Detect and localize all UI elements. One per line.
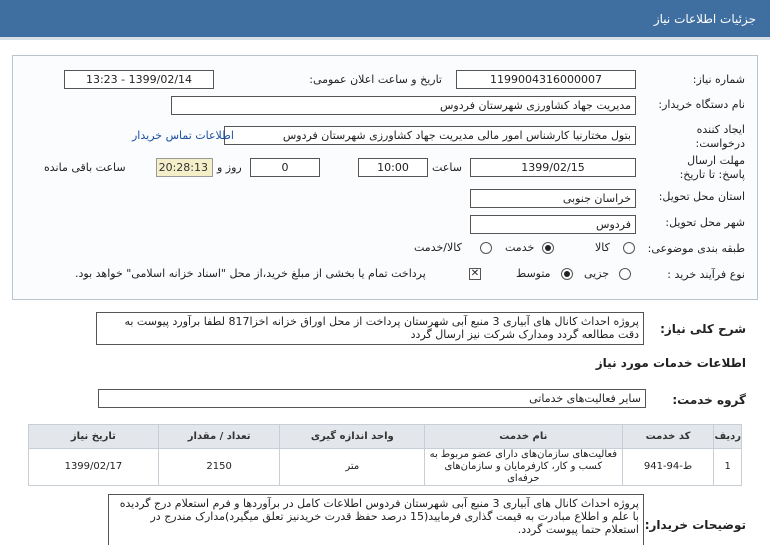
col-unit: واحد اندازه گیری: [280, 425, 425, 449]
services-section-title: اطلاعات خدمات مورد نیاز: [595, 356, 746, 370]
table-row: [29, 449, 742, 486]
buyer-field: مدیریت جهاد کشاورزی شهرستان فردوس: [171, 96, 636, 115]
announce-label: تاریخ و ساعت اعلان عمومی:: [309, 73, 442, 86]
process-minor-radio[interactable]: [619, 268, 631, 280]
category-goods-label: کالا: [595, 241, 610, 254]
col-date: تاریخ نیاز: [29, 425, 159, 449]
deadline-time-label: ساعت: [432, 161, 462, 174]
cell-date: 1399/02/17: [29, 449, 159, 486]
deadline-label: مهلت ارسال پاسخ: تا تاریخ:: [679, 154, 745, 181]
col-name: نام خدمت: [425, 425, 623, 449]
page-title: جزئیات اطلاعات نیاز: [653, 12, 756, 26]
city-label: شهر محل تحویل:: [665, 216, 745, 229]
announce-field: 1399/02/14 - 13:23: [64, 70, 214, 89]
creator-label: ایجاد کننده درخواست:: [695, 123, 745, 150]
cell-code: ط-94-941: [622, 449, 714, 486]
col-code: کد خدمت: [622, 425, 714, 449]
cell-qty: 2150: [158, 449, 280, 486]
category-service-label: خدمت: [505, 241, 535, 254]
days-label: روز و: [217, 161, 242, 174]
table-header-row: [29, 425, 742, 449]
province-label: استان محل تحویل:: [658, 190, 745, 203]
days-field: 0: [250, 158, 320, 177]
service-group-field: سایر فعالیت‌های خدماتی: [98, 389, 646, 408]
category-both-label: کالا/خدمت: [414, 241, 462, 254]
buyer-label: نام دستگاه خریدار:: [658, 98, 745, 111]
process-medium-radio[interactable]: [561, 268, 573, 280]
remaining-label: ساعت باقی مانده: [44, 161, 126, 174]
process-medium-label: متوسط: [516, 267, 551, 280]
deadline-date-field: 1399/02/15: [470, 158, 636, 177]
need-number-label: شماره نیاز:: [692, 73, 745, 86]
process-minor-label: جزیی: [584, 267, 610, 280]
category-both-radio[interactable]: [480, 242, 492, 254]
need-number-field: 1199004316000007: [456, 70, 636, 89]
treasury-payment-text: پرداخت تمام یا بخشی از مبلغ خرید،از محل "اسناد خزانه اسلامی" خواهد بود.: [75, 267, 426, 280]
remaining-timer: 20:28:13: [156, 158, 213, 177]
province-field: خراسان جنوبی: [470, 189, 636, 208]
creator-field: بتول مختارنیا کارشناس امور مالی مدیریت جهاد کشاورزی شهرستان فردوس: [224, 126, 636, 145]
services-table: [28, 424, 742, 486]
category-service-radio[interactable]: [542, 242, 554, 254]
service-group-label: گروه خدمت:: [672, 393, 746, 407]
deadline-time-field: 10:00: [358, 158, 428, 177]
buyer-notes-label: توضیحات خریدار:: [644, 518, 746, 532]
category-goods-radio[interactable]: [623, 242, 635, 254]
buyer-notes-field: پروژه احداث کانال های آبیاری 3 منبع آبی شهرستان فردوس اطلاعات کامل در برآوردها و فرم استعلام درج گردیده با علم و اطلاع مبادرت به قیمت گذاری فرمایید(15 درصد حفظ قدرت خریدنیز تعلق میگیرد)مدارک مندرج در استعلام حتما پیوست گردد.: [108, 494, 644, 545]
col-row: ردیف: [714, 425, 742, 449]
process-label: نوع فرآیند خرید :: [667, 268, 745, 281]
page-header: [0, 0, 770, 40]
summary-label: شرح کلی نیاز:: [660, 322, 746, 336]
city-field: فردوس: [470, 215, 636, 234]
category-label: طبقه بندی موضوعی:: [647, 242, 745, 255]
treasury-payment-checkbox[interactable]: ✕: [470, 268, 480, 279]
cell-name: فعالیت‌های سازمان‌های دارای عضو مربوط به کسب و کار، کارفرمایان و سازمان‌های حرفه‌ای: [425, 449, 623, 486]
cell-row: 1: [714, 449, 742, 486]
col-qty: تعداد / مقدار: [158, 425, 280, 449]
buyer-contact-link[interactable]: اطلاعات تماس خریدار: [132, 129, 234, 142]
summary-field: پروژه احداث کانال های آبیاری 3 منبع آبی شهرستان پرداخت از محل اوراق خزانه اخزا817 لطفا برآورد پیوست به دقت مطالعه گردد ومدارک شرکت نیز ارسال گردد: [96, 312, 644, 345]
cell-unit: متر: [280, 449, 425, 486]
details-panel: [12, 55, 758, 300]
